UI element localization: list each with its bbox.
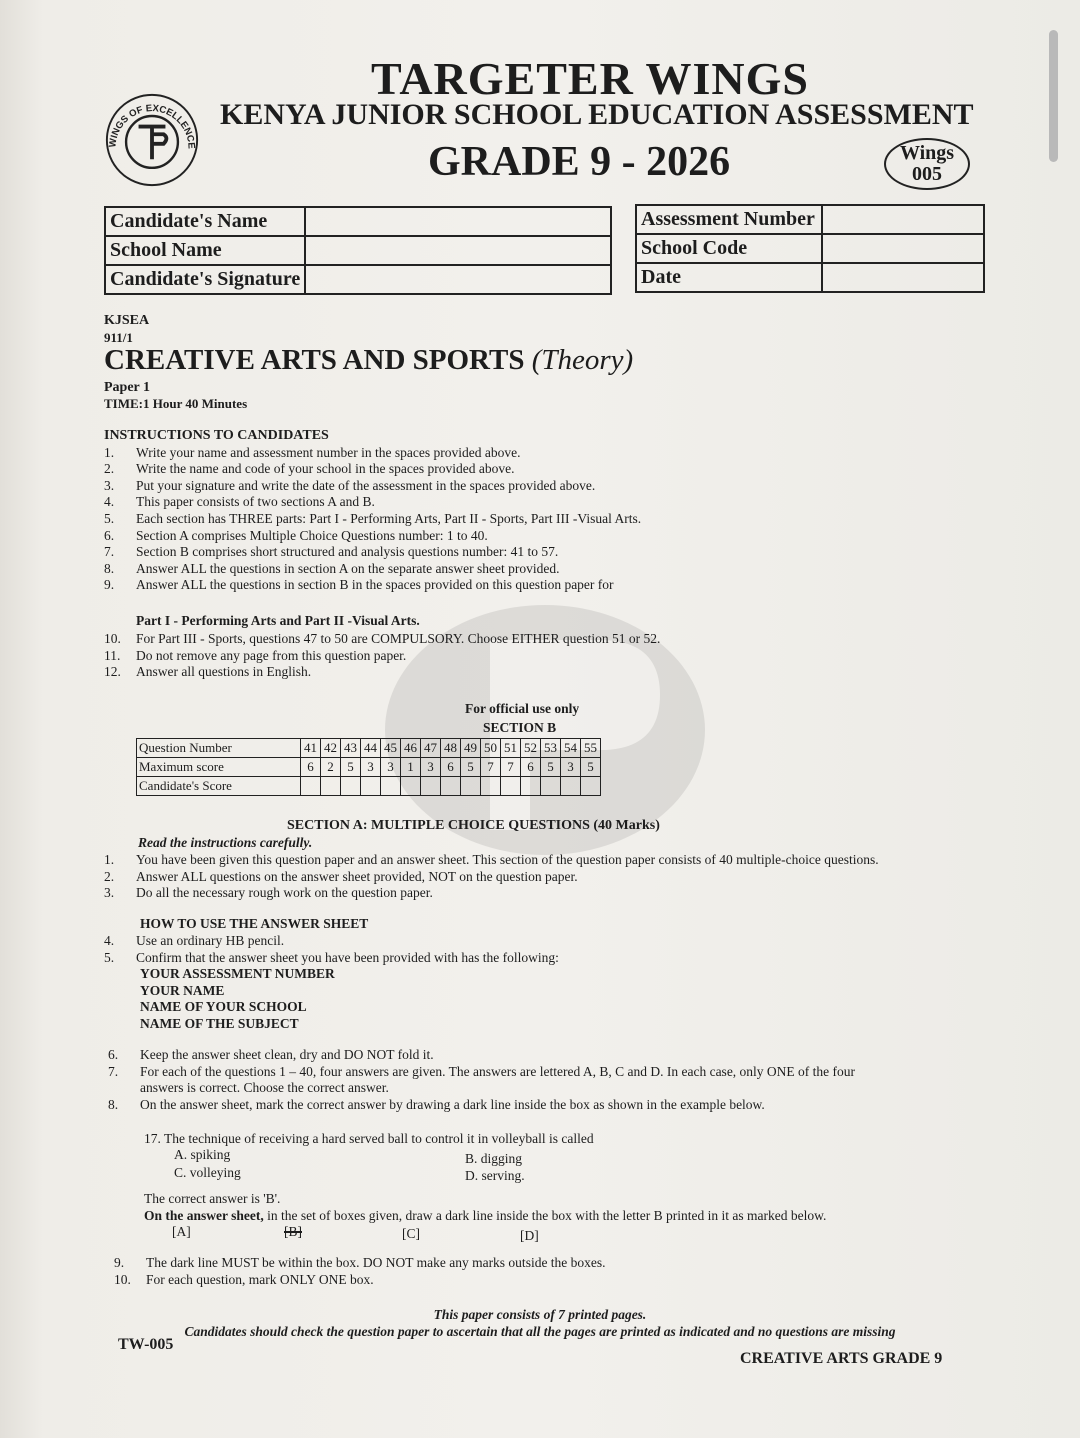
section-a-instruction-number: 4. (104, 933, 115, 948)
checklist-item: NAME OF YOUR SCHOOL (140, 999, 307, 1015)
exam-time: TIME:1 Hour 40 Minutes (104, 396, 248, 411)
instruction-item (104, 478, 641, 495)
signature-label: Candidate's Signature (105, 265, 305, 294)
footer-subject: CREATIVE ARTS GRADE 9 (740, 1350, 943, 1367)
official-section-label: SECTION B (483, 720, 557, 735)
section-a-instruction-number: 5. (104, 949, 115, 965)
paper-number: Paper 1 (104, 380, 151, 395)
section-a-instruction-number: 6. (108, 1047, 119, 1062)
assessment-number-label: Assessment Number (636, 205, 822, 234)
final-instruction-number: 9. (114, 1255, 125, 1270)
candidate-score-cell[interactable] (561, 777, 581, 796)
candidate-score-cell[interactable] (521, 777, 541, 796)
instruction-item (104, 511, 641, 528)
checklist-item: YOUR ASSESSMENT NUMBER (140, 966, 335, 981)
section-a-instruction-text: Keep the answer sheet clean, dry and DO NOT fold it. (140, 1047, 434, 1062)
section-a-instruction-text: Answer ALL questions on the answer sheet provided, NOT on the question paper. (136, 868, 578, 884)
footer-code: TW-005 (118, 1336, 174, 1353)
instruction-text: Write your name and assessment number in the spaces provided above. (136, 444, 521, 460)
answer-box-c: [C] (402, 1226, 420, 1241)
instructions-continuation: Part I - Performing Arts and Part II -Visual Arts. (136, 613, 420, 628)
instruction-text: Answer ALL the questions in section A on the separate answer sheet provided. (136, 560, 560, 576)
instruction-item (104, 445, 641, 462)
instruction-number: 8. (104, 560, 115, 576)
instructions-list (104, 445, 641, 594)
question-number-cell: 41 (301, 739, 321, 758)
max-score-cell: 6 (521, 758, 541, 777)
final-instruction-number: 10. (114, 1271, 131, 1287)
question-number-cell: 43 (341, 739, 361, 758)
question-number-cell: 54 (561, 739, 581, 758)
example-correct: The correct answer is 'B'. (144, 1191, 281, 1206)
max-score-cell: 3 (361, 758, 381, 777)
instruction-number: 4. (104, 494, 115, 510)
candidate-score-cell[interactable] (461, 777, 481, 796)
school-code-field[interactable] (822, 234, 984, 263)
instruction-number: 7. (104, 544, 115, 560)
header-subtitle: KENYA JUNIOR SCHOOL EDUCATION ASSESSMENT (220, 98, 974, 131)
section-a-list-3 (108, 1047, 855, 1113)
instruction-text: This paper consists of two sections A and B. (136, 494, 375, 510)
section-a-instruction-item (108, 1097, 855, 1114)
question-number-cell: 45 (381, 739, 401, 758)
section-a-instruction-number: 1. (104, 852, 115, 867)
max-score-cell: 2 (321, 758, 341, 777)
section-a-instruction-text: answers is correct. Choose the correct answer. (140, 1080, 389, 1096)
how-to-heading: HOW TO USE THE ANSWER SHEET (140, 916, 369, 931)
instruction-text: Do not remove any page from this question paper. (136, 647, 407, 663)
score-row-label: Maximum score (137, 758, 301, 777)
svg-text:WINGS OF EXCELLENCE: WINGS OF EXCELLENCE (107, 103, 197, 150)
instruction-number: 12. (104, 664, 121, 680)
question-number-cell: 51 (501, 739, 521, 758)
official-use-label: For official use only (465, 701, 580, 716)
subject-type: (Theory) (531, 344, 634, 376)
candidate-score-cell[interactable] (501, 777, 521, 796)
section-a-instruction-number (108, 1080, 140, 1097)
header-grade: GRADE 9 - 2026 (428, 139, 731, 185)
final-instruction-text: The dark line MUST be within the box. DO NOT make any marks outside the boxes. (146, 1255, 606, 1270)
exam-name: KJSEA (104, 313, 150, 328)
instruction-text: Put your signature and write the date of the assessment in the spaces provided above. (136, 477, 596, 493)
score-row-label: Question Number (137, 739, 301, 758)
candidate-score-cell[interactable] (341, 777, 361, 796)
final-instruction-item (114, 1272, 606, 1289)
instruction-item (104, 631, 660, 648)
instructions-heading: INSTRUCTIONS TO CANDIDATES (104, 428, 329, 443)
max-score-cell: 3 (381, 758, 401, 777)
example-instruction-text: in the set of boxes given, draw a dark line inside the box with the letter B printed in it as marked below. (263, 1208, 827, 1223)
max-score-cell: 6 (301, 758, 321, 777)
section-a-instruction-text: Do all the necessary rough work on the question paper. (136, 885, 433, 901)
candidate-score-cell[interactable] (421, 777, 441, 796)
section-a-list (104, 852, 879, 902)
instruction-text: Each section has THREE parts: Part I - Performing Arts, Part II - Sports, Part III -Visual Arts. (136, 510, 642, 526)
section-a-instruction-item (104, 950, 559, 967)
checklist-item: NAME OF THE SUBJECT (140, 1015, 299, 1031)
footer-check: Candidates should check the question paper to ascertain that all the pages are printed as indicated and no questions are missing (184, 1324, 896, 1339)
section-a-instruction-number: 7. (108, 1063, 119, 1079)
score-table (136, 738, 601, 796)
question-number-cell: 49 (461, 739, 481, 758)
assessment-number-field[interactable] (822, 205, 984, 234)
instruction-text: Section B comprises short structured and analysis questions number: 41 to 57. (136, 544, 559, 560)
instruction-item (104, 494, 641, 511)
example-option-a: A. spiking (174, 1147, 231, 1162)
candidate-score-cell[interactable] (361, 777, 381, 796)
wings-badge (884, 138, 970, 190)
max-score-cell: 5 (541, 758, 561, 777)
section-a-instruction-item (108, 1064, 855, 1081)
instruction-item (104, 561, 641, 578)
assessment-info-table (635, 204, 985, 293)
question-number-cell: 53 (541, 739, 561, 758)
candidate-score-cell[interactable] (581, 777, 601, 796)
question-number-cell: 50 (481, 739, 501, 758)
max-score-cell: 7 (501, 758, 521, 777)
badge-line1: Wings (899, 142, 955, 164)
instruction-number: 10. (104, 631, 121, 646)
instruction-text: For Part III - Sports, questions 47 to 50 are COMPULSORY. Choose EITHER question 51 or 52. (136, 631, 661, 646)
section-a-instruction-item (108, 1047, 855, 1064)
candidate-score-cell[interactable] (321, 777, 341, 796)
instructions-list-2 (104, 631, 660, 681)
instruction-item (104, 528, 641, 545)
question-number-cell: 46 (401, 739, 421, 758)
candidate-info-table (104, 206, 612, 295)
section-a-instruction-text: Confirm that the answer sheet you have been provided with has the following: (136, 949, 559, 965)
section-a-heading: SECTION A: MULTIPLE CHOICE QUESTIONS (40 Marks) (287, 818, 660, 833)
max-score-cell: 6 (441, 758, 461, 777)
section-a-instruction-item (104, 869, 879, 886)
example-option-c: C. volleying (174, 1165, 241, 1180)
section-a-instruction-text: For each of the questions 1 – 40, four answers are given. The answers are lettered A, B, C and D. In each case, only ONE of the four (140, 1063, 856, 1079)
example-question: 17. The technique of receiving a hard served ball to control it in volleyball is called (144, 1131, 594, 1146)
question-number-cell: 52 (521, 739, 541, 758)
candidate-score-cell[interactable] (401, 777, 421, 796)
question-number-cell: 47 (421, 739, 441, 758)
instruction-item (104, 664, 660, 681)
instructions-block (104, 428, 641, 594)
school-code-label: School Code (636, 234, 822, 263)
section-a-instruction-number: 8. (108, 1096, 119, 1112)
footer-pages: This paper consists of 7 printed pages. (433, 1307, 647, 1322)
section-a-instruction-item (104, 852, 879, 869)
max-score-cell: 5 (341, 758, 361, 777)
answer-box-a: [A] (172, 1224, 191, 1239)
date-field[interactable] (822, 263, 984, 292)
candidate-name-field[interactable] (305, 207, 611, 236)
final-instruction-text: For each question, mark ONLY ONE box. (146, 1271, 374, 1287)
checklist-item: YOUR NAME (140, 982, 225, 998)
section-a-instruction-item (104, 933, 559, 950)
instruction-text: Write the name and code of your school in the spaces provided above. (136, 461, 515, 477)
section-a-read: Read the instructions carefully. (138, 835, 313, 850)
max-score-cell: 3 (561, 758, 581, 777)
example-option-d: D. serving. (465, 1168, 525, 1183)
section-a-list-2 (104, 933, 559, 966)
school-name-field[interactable] (305, 236, 611, 265)
question-number-cell: 42 (321, 739, 341, 758)
exam-code: 911/1 (104, 330, 133, 345)
instruction-number: 9. (104, 577, 115, 593)
max-score-cell: 5 (461, 758, 481, 777)
question-number-cell: 55 (581, 739, 601, 758)
header-title: TARGETER WINGS (371, 53, 809, 104)
max-score-cell: 1 (401, 758, 421, 777)
answer-box-d: [D] (520, 1228, 539, 1243)
candidate-score-cell[interactable] (481, 777, 501, 796)
signature-field[interactable] (305, 265, 611, 294)
instruction-item (104, 648, 660, 665)
question-number-cell: 44 (361, 739, 381, 758)
instruction-text: Answer all questions in English. (136, 664, 312, 680)
instruction-item (104, 577, 641, 594)
max-score-cell: 5 (581, 758, 601, 777)
section-a-instruction-number: 3. (104, 885, 115, 901)
instruction-number: 11. (104, 647, 121, 663)
section-a-instruction-text: On the answer sheet, mark the correct answer by drawing a dark line inside the box as shown in the example below. (140, 1096, 765, 1112)
date-label: Date (636, 263, 822, 292)
candidate-score-cell[interactable] (441, 777, 461, 796)
subject-name: CREATIVE ARTS AND SPORTS (104, 344, 525, 376)
instruction-number: 5. (104, 510, 115, 526)
example-option-b: B. digging (465, 1151, 523, 1166)
candidate-name-label: Candidate's Name (105, 207, 305, 236)
final-instructions (114, 1255, 606, 1288)
section-a-instruction-item (104, 885, 879, 902)
instruction-item (104, 544, 641, 561)
max-score-cell: 3 (421, 758, 441, 777)
subject-title (104, 344, 633, 377)
candidate-score-cell[interactable] (381, 777, 401, 796)
instruction-item (104, 461, 641, 478)
instruction-number: 1. (104, 444, 115, 460)
section-a-instruction-text: You have been given this question paper and an answer sheet. This section of the question paper consists of 40 multiple-choice questions. (136, 852, 879, 867)
instruction-number: 6. (104, 527, 115, 543)
max-score-cell: 7 (481, 758, 501, 777)
candidate-score-cell[interactable] (541, 777, 561, 796)
question-number-cell: 48 (441, 739, 461, 758)
score-row-label: Candidate's Score (137, 777, 301, 796)
answer-box-b: [B] (284, 1224, 302, 1239)
section-a-instruction-number: 2. (104, 868, 115, 884)
final-instruction-item (114, 1255, 606, 1272)
candidate-score-cell[interactable] (301, 777, 321, 796)
school-logo-icon (104, 92, 200, 188)
school-name-label: School Name (105, 236, 305, 265)
example-instruction-bold: On the answer sheet, (144, 1208, 264, 1223)
badge-line2: 005 (912, 163, 942, 185)
instruction-number: 2. (104, 461, 115, 477)
answer-sheet-checklist (140, 966, 335, 1032)
instruction-text: Answer ALL the questions in section B in the spaces provided on this question paper for (136, 577, 614, 593)
section-a-instruction-item (108, 1080, 855, 1097)
instruction-text: Section A comprises Multiple Choice Questions number: 1 to 40. (136, 527, 488, 543)
example-instruction (144, 1208, 826, 1225)
section-a-instruction-text: Use an ordinary HB pencil. (136, 933, 285, 948)
instruction-number: 3. (104, 477, 115, 493)
